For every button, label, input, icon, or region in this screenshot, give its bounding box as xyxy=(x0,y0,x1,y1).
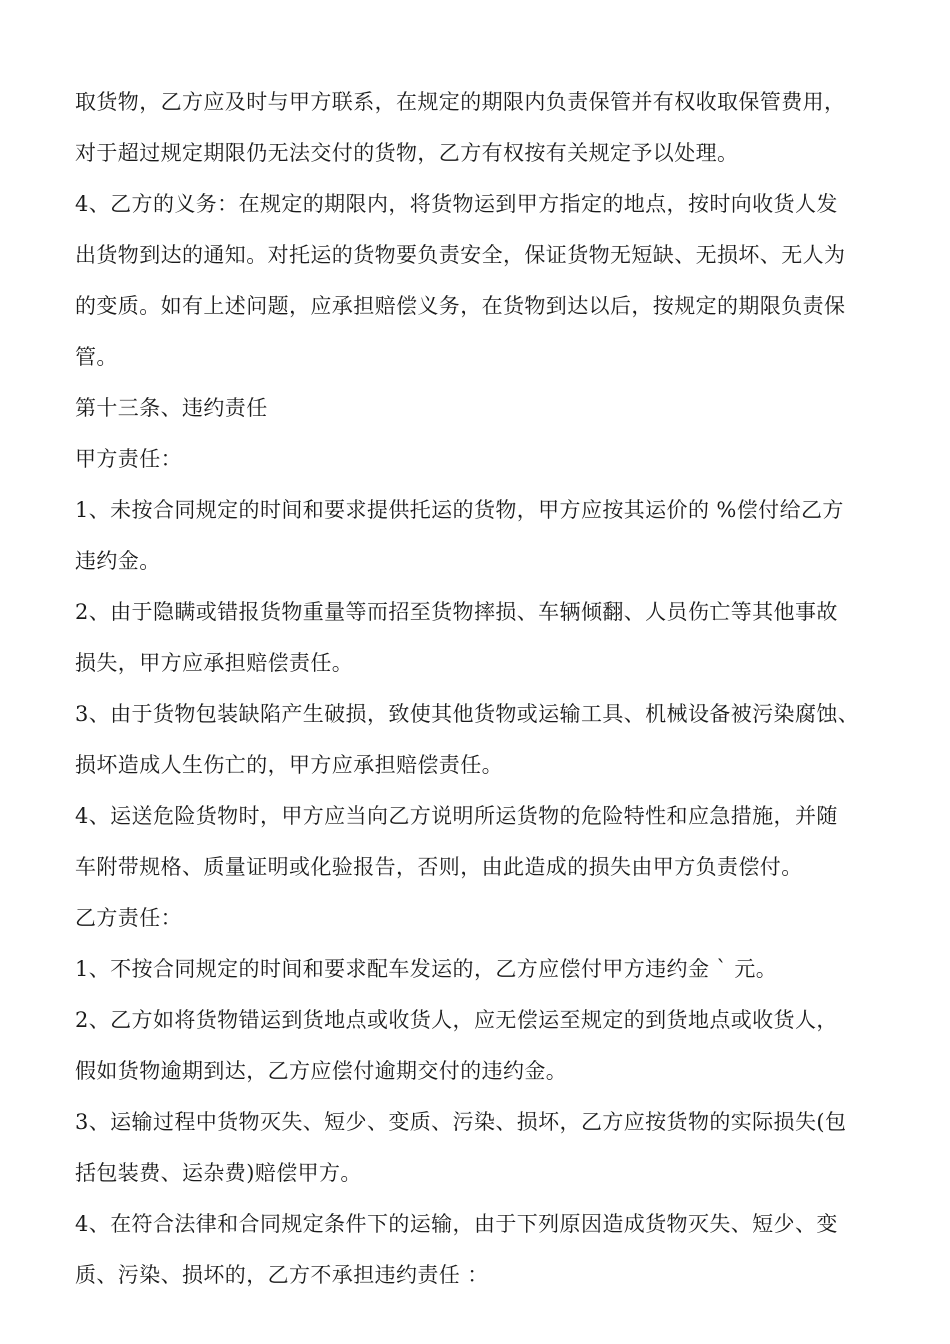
text-line-22: 括包装费、运杂费)赔偿甲方。 xyxy=(75,1161,362,1185)
text-line-12: 损失，甲方应承担赔偿责任。 xyxy=(75,651,354,675)
text-line-23: 4、在符合法律和合同规定条件下的运输，由于下列原因造成货物灭失、短少、变 xyxy=(75,1212,838,1236)
text-line-14: 损坏造成人生伤亡的，甲方应承担赔偿责任。 xyxy=(75,753,503,777)
text-line-21: 3、运输过程中货物灭失、短少、变质、污染、损坏，乙方应按货物的实际损失(包 xyxy=(75,1110,847,1134)
document-page xyxy=(75,82,885,1306)
text-line-19: 2、乙方如将货物错运到货地点或收货人，应无偿运至规定的到货地点或收货人， xyxy=(75,1008,838,1032)
text-line-24: 质、污染、损坏的，乙方不承担违约责任 ： xyxy=(75,1263,489,1287)
text-line-2: 对于超过规定期限仍无法交付的货物，乙方有权按有关规定予以处理。 xyxy=(75,141,739,165)
text-line-6: 管。 xyxy=(75,345,118,369)
text-line-1: 取货物，乙方应及时与甲方联系，在规定的期限内负责保管并有权收取保管费用， xyxy=(75,90,846,114)
section-heading: 第十三条、违约责任 xyxy=(75,396,268,420)
party-b-heading: 乙方责任： xyxy=(75,906,182,930)
party-a-heading: 甲方责任： xyxy=(75,447,182,471)
text-line-5: 的变质。如有上述问题，应承担赔偿义务，在货物到达以后，按规定的期限负责保 xyxy=(75,294,846,318)
text-line-18: 1、不按合同规定的时间和要求配车发运的，乙方应偿付甲方违约金 ` 元。 xyxy=(75,957,778,981)
text-line-20: 假如货物逾期到达，乙方应偿付逾期交付的违约金。 xyxy=(75,1059,568,1083)
text-line-13: 3、由于货物包装缺陷产生破损，致使其他货物或运输工具、机械设备被污染腐蚀、 xyxy=(75,702,860,726)
text-line-9: 1、未按合同规定的时间和要求提供托运的货物，甲方应按其运价的 %偿付给乙方 xyxy=(75,498,844,522)
text-line-11: 2、由于隐瞒或错报货物重量等而招至货物摔损、车辆倾翻、人员伤亡等其他事故 xyxy=(75,600,838,624)
text-line-15: 4、运送危险货物时，甲方应当向乙方说明所运货物的危险特性和应急措施，并随 xyxy=(75,804,838,828)
text-line-4: 出货物到达的通知。对托运的货物要负责安全，保证货物无短缺、无损坏、无人为 xyxy=(75,243,846,267)
text-line-16: 车附带规格、质量证明或化验报告，否则，由此造成的损失由甲方负责偿付。 xyxy=(75,855,803,879)
text-line-3: 4、乙方的义务：在规定的期限内，将货物运到甲方指定的地点，按时向收货人发 xyxy=(75,192,838,216)
text-line-10: 违约金。 xyxy=(75,549,161,573)
